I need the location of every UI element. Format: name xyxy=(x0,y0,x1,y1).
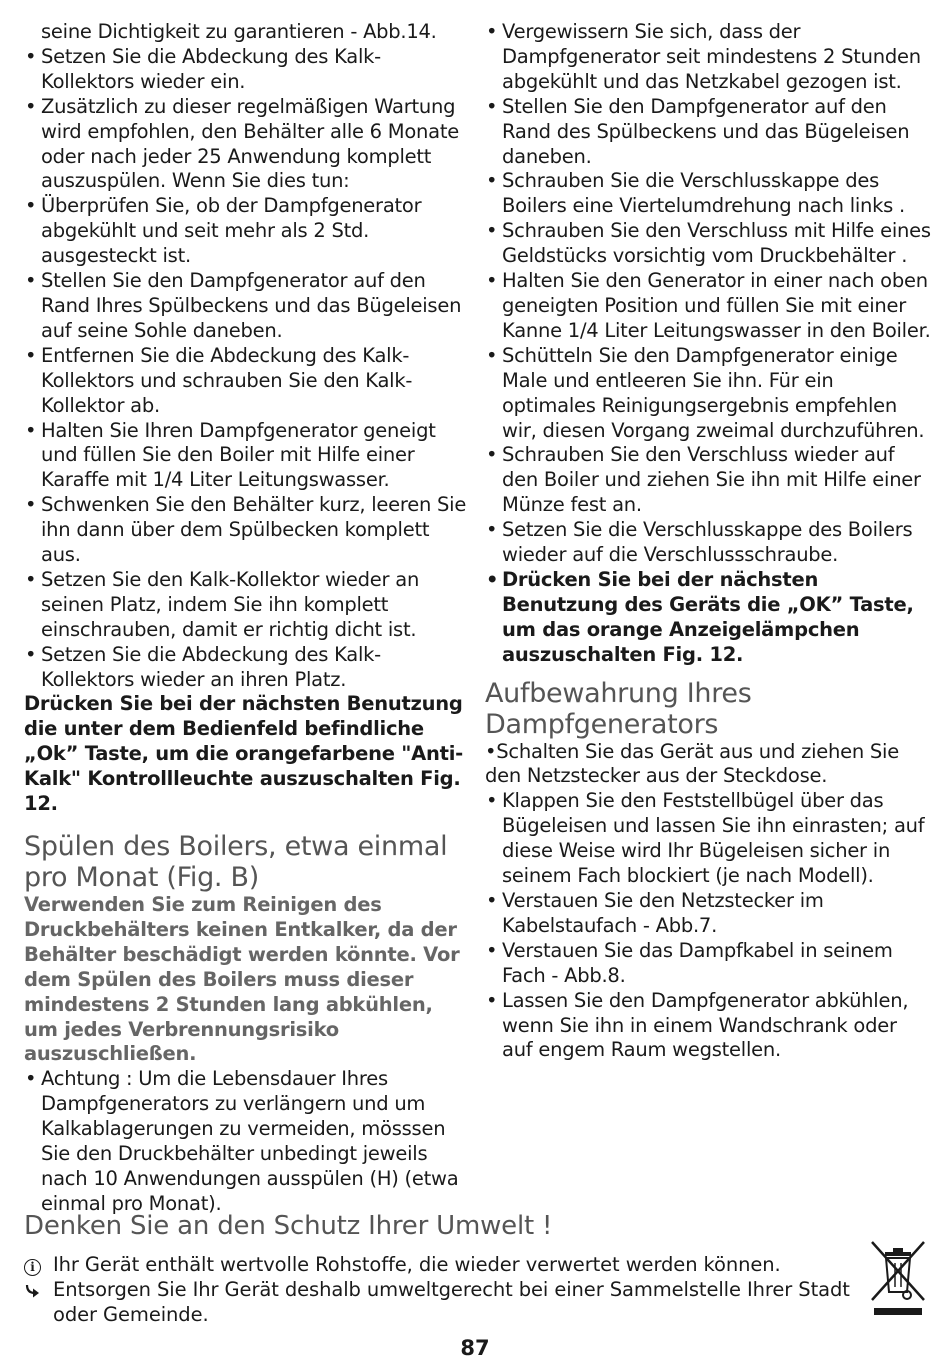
arrow-right-icon xyxy=(24,1277,48,1306)
list-item: • Halten Sie Ihren Dampfgenerator geneigt und füllen Sie den Boiler mit Hilfe einer Karaffe mit 1/4 Liter Leitungswasser. xyxy=(24,419,470,494)
list-item: • Schwenken Sie den Behälter kurz, leeren Sie ihn dann über dem Spülbecken komplett aus. xyxy=(24,493,470,568)
list-item: • Lassen Sie den Dampfgenerator abkühlen, wenn Sie ihn in einem Wandschrank oder auf engem Raum wegstellen. xyxy=(485,989,931,1064)
list-item: • Zusätzlich zu dieser regelmäßigen Wartung wird empfohlen, den Behälter alle 6 Monate oder nach jeder 25 Anwendung komplett auszuspülen. Wenn Sie dies tun: xyxy=(24,95,470,195)
list-item: • Halten Sie den Generator in einer nach oben geneigten Position und füllen Sie mit einer Kanne 1/4 Liter Leitungswasser in den Boiler. xyxy=(485,269,931,344)
list-item: • Schrauben Sie die Verschlusskappe des Boilers eine Viertelumdrehung nach links . xyxy=(485,169,931,219)
list-item: • Stellen Sie den Dampfgenerator auf den Rand des Spülbeckens und das Bügeleisen daneben. xyxy=(485,95,931,170)
list-item: • Setzen Sie die Abdeckung des Kalk-Kollektors wieder ein. xyxy=(24,45,470,95)
page-number: 87 xyxy=(460,1336,490,1360)
right-rinse-steps-list xyxy=(485,20,931,668)
list-item: • Setzen Sie die Abdeckung des Kalk-Kollektors wieder an ihren Platz. xyxy=(24,643,470,693)
list-item: • Achtung : Um die Lebensdauer Ihres Dampfgenerators zu verlängern und um Kalkablagerungen zu vermeiden, mösssen Sie den Druckbehälter unbedingt jeweils nach 10 Anwendungen ausspülen (H) (etwa einmal pro Monat). xyxy=(24,1067,470,1216)
left-maintenance-list xyxy=(24,45,470,693)
list-item: • Vergewissern Sie sich, dass der Dampfgenerator seit mindestens 2 Stunden abgekühlt und das Netzkabel gezogen ist. xyxy=(485,20,931,95)
section-heading-storage: Aufbewahrung Ihres Dampfgenerators xyxy=(485,677,752,740)
list-item: • Schrauben Sie den Verschluss mit Hilfe eines Geldstücks vorsichtig vom Druckbehälter . xyxy=(485,219,931,269)
boiler-rinse-list xyxy=(24,1067,470,1216)
list-item: • Verstauen Sie das Dampfkabel in seinem Fach - Abb.8. xyxy=(485,939,931,989)
storage-list xyxy=(485,789,931,1063)
list-item: • Schütteln Sie den Dampfgenerator einige Male und entleeren Sie ihn. Für ein optimales Reinigungsergebnis empfehlen wir, diesen Vorgang zweimal durchzuführen. xyxy=(485,344,931,444)
boiler-rinse-intro: Verwenden Sie zum Reinigen des Druckbehälters keinen Entkalker, da der Behälter beschädigt werden könnte. Vor dem Spülen des Boilers muss dieser mindestens 2 Stunden lang abkühlen, um jedes Verbrennungsrisiko auszuschließen. xyxy=(24,893,460,1066)
info-icon: i xyxy=(24,1259,41,1276)
environment-dispose-text: Entsorgen Sie Ihr Gerät deshalb umweltgerecht bei einer Sammelstelle Ihrer Stadt oder Gemeinde. xyxy=(53,1278,850,1326)
list-item: • Entfernen Sie die Abdeckung des Kalk-Kollektors und schrauben Sie den Kalk-Kollektor ab. xyxy=(24,344,470,419)
list-item-ok-note: • Drücken Sie bei der nächsten Benutzung des Geräts die „OK” Taste, um das orange Anzeigelämpchen auszuschalten Fig. 12. xyxy=(485,568,931,668)
ok-button-note: Drücken Sie bei der nächsten Benutzung die unter dem Bedienfeld befindliche „Ok” Taste, um die orangefarbene "Anti-Kalk" Kontrollleuchte auszuschalten Fig. 12. xyxy=(24,692,463,816)
environment-heading: Denken Sie an den Schutz Ihrer Umwelt ! xyxy=(24,1211,553,1241)
list-item: • Setzen Sie die Verschlusskappe des Boilers wieder auf die Verschlussschraube. xyxy=(485,518,931,568)
right-column xyxy=(485,20,931,1063)
continuation-text: seine Dichtigkeit zu garantieren - Abb.14. xyxy=(41,20,437,43)
list-item: • Verstauen Sie den Netzstecker im Kabelstaufach - Abb.7. xyxy=(485,889,931,939)
environment-info-text: Ihr Gerät enthält wertvolle Rohstoffe, die wieder verwertet werden können. xyxy=(53,1253,781,1276)
environment-dispose-line xyxy=(24,1277,873,1327)
storage-first-line: •Schalten Sie das Gerät aus und ziehen Sie den Netzstecker aus der Steckdose. xyxy=(485,739,899,788)
list-item: • Überprüfen Sie, ob der Dampfgenerator abgekühlt und seit mehr als 2 Std. ausgesteckt ist. xyxy=(24,194,470,269)
environment-info-line xyxy=(24,1252,873,1277)
list-item: • Setzen Sie den Kalk-Kollektor wieder an seinen Platz, indem Sie ihn komplett einschrauben, damit er richtig dicht ist. xyxy=(24,568,470,643)
list-item: • Schrauben Sie den Verschluss wieder auf den Boiler und ziehen Sie ihn mit Hilfe einer Münze fest an. xyxy=(485,443,931,518)
list-item: • Stellen Sie den Dampfgenerator auf den Rand Ihres Spülbeckens und das Bügeleisen auf seine Sohle daneben. xyxy=(24,269,470,344)
left-column xyxy=(24,20,470,1217)
list-item: • Klappen Sie den Feststellbügel über das Bügeleisen und lassen Sie ihn einrasten; auf diese Weise wird Ihr Bügeleisen sicher in seinem Fach blockiert (je nach Modell). xyxy=(485,789,931,889)
environment-section xyxy=(24,1210,924,1327)
section-heading-boiler-rinse: Spülen des Boilers, etwa einmal pro Monat (Fig. B) xyxy=(24,831,448,893)
crossed-out-wheelie-bin-icon xyxy=(866,1236,930,1316)
